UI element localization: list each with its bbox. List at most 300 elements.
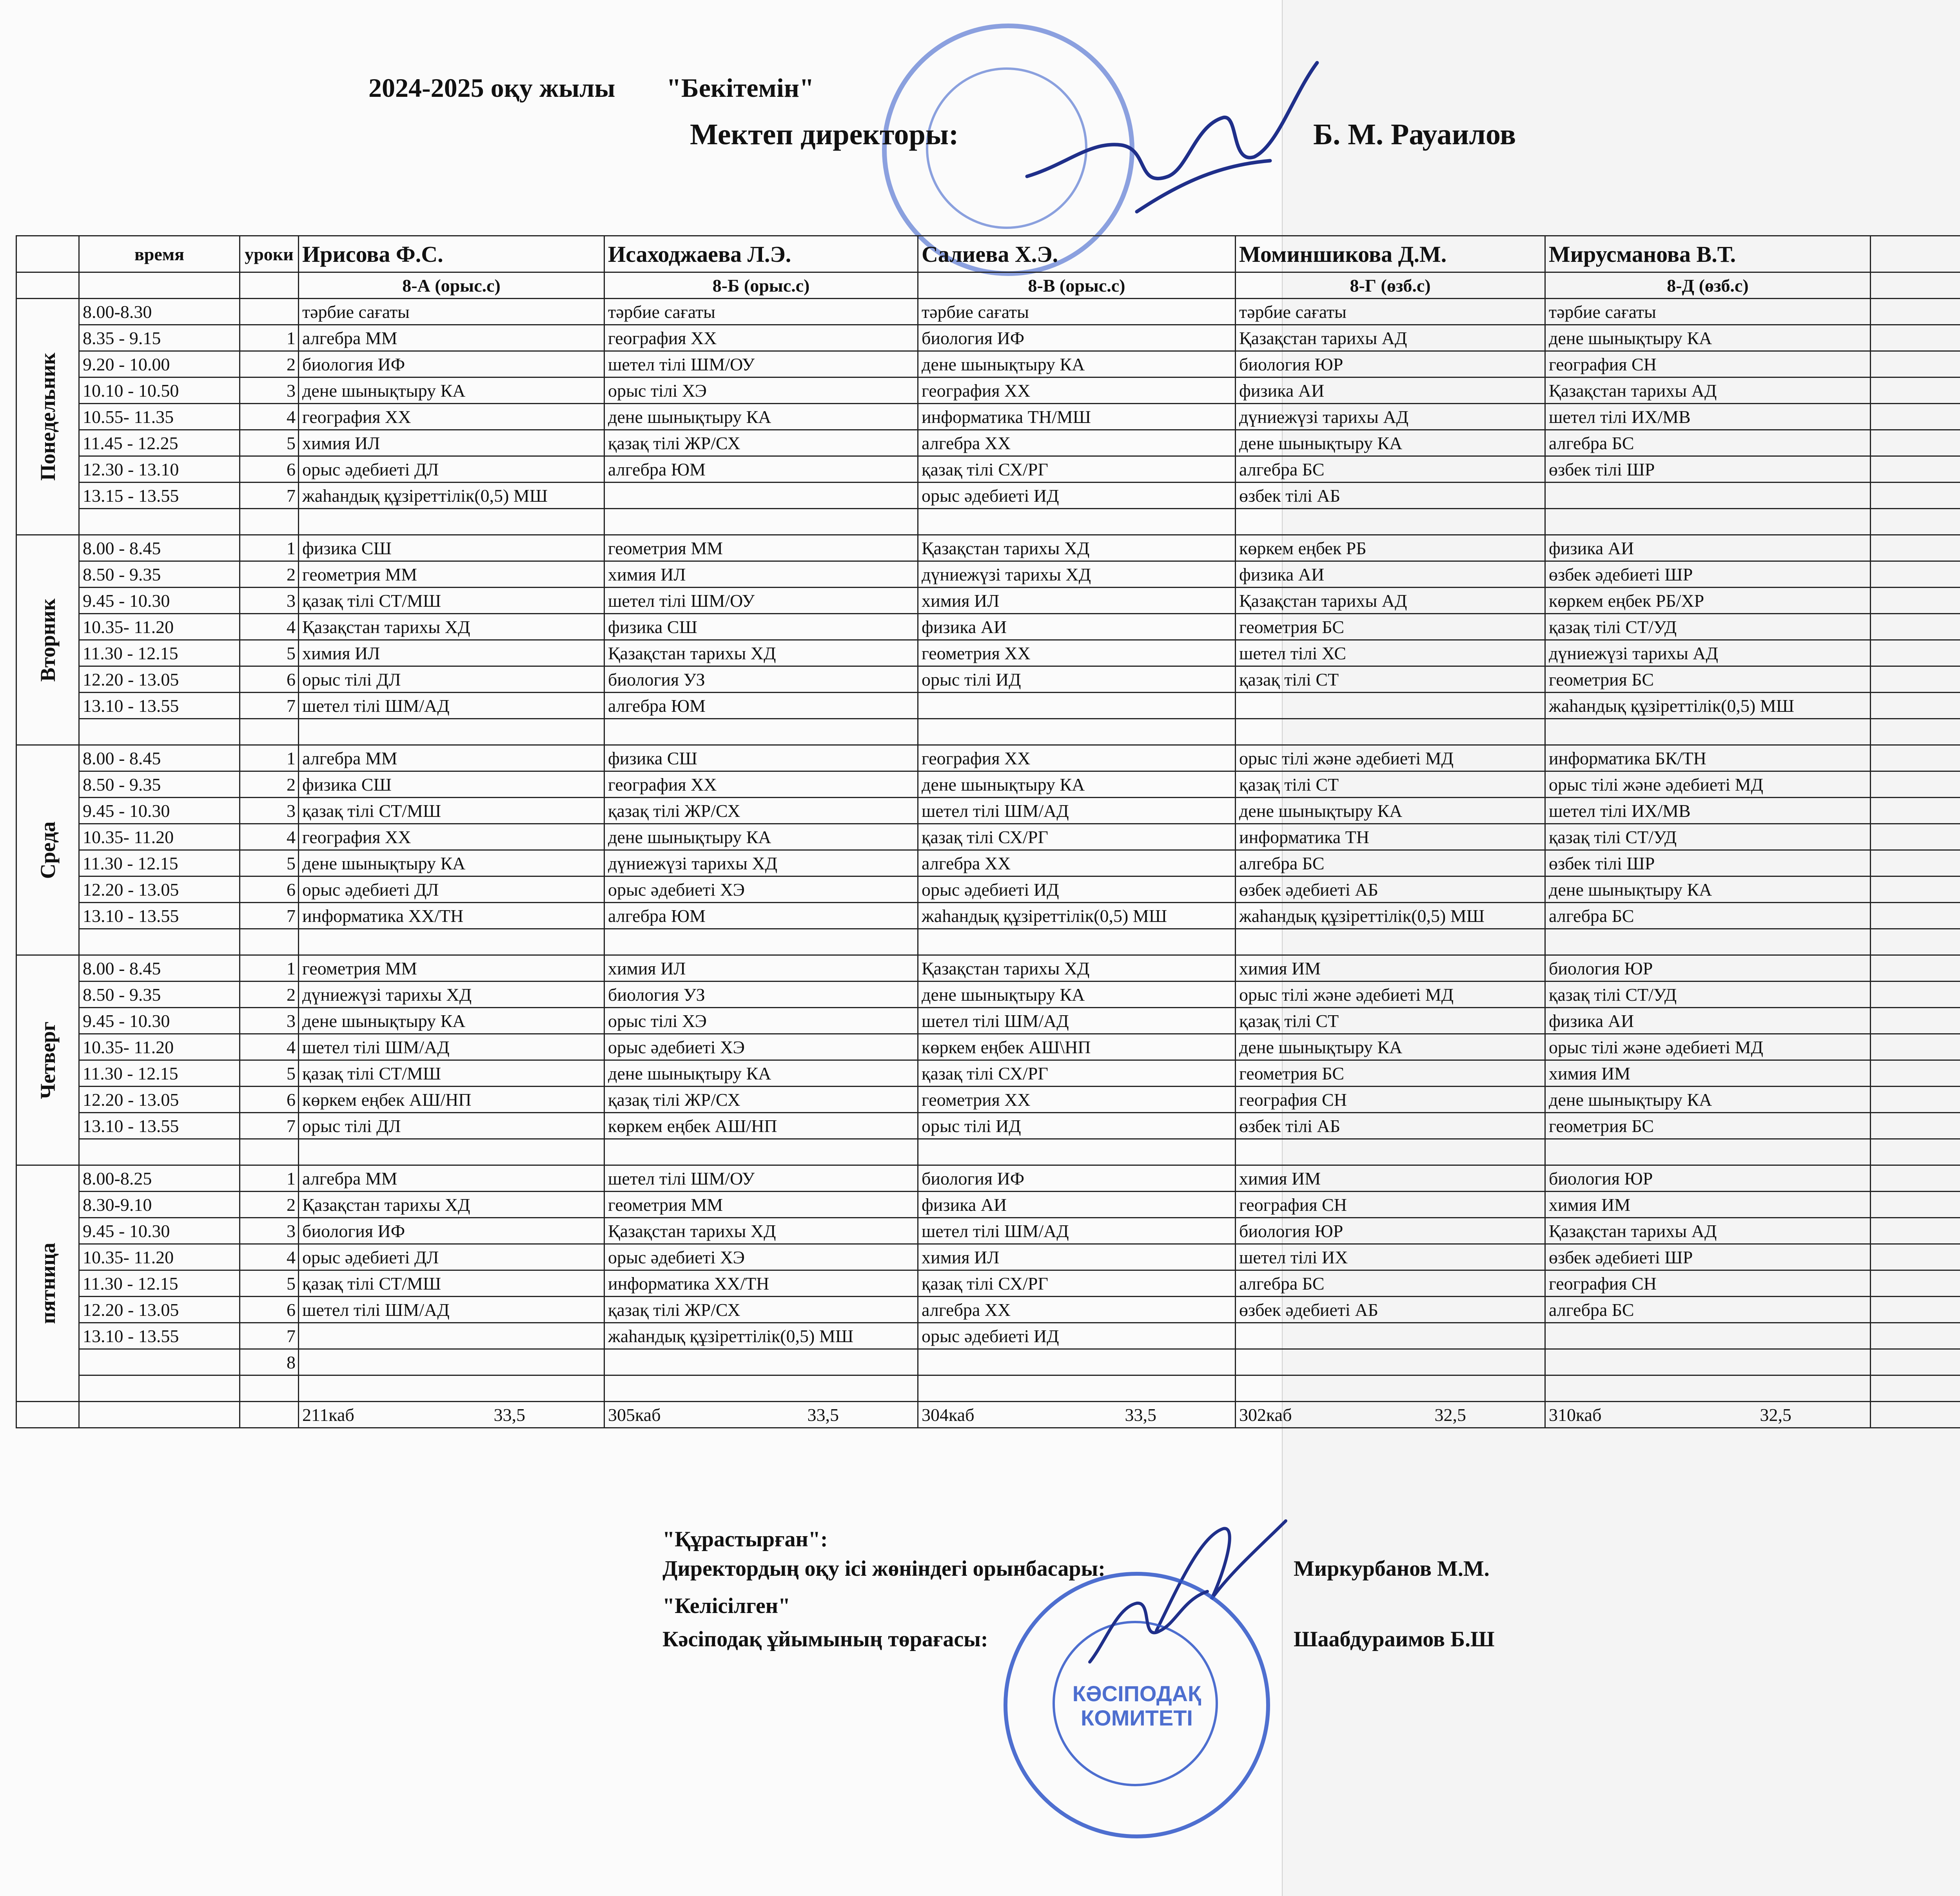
time-cell: 9.20 - 10.00 <box>79 351 240 377</box>
subject-cell: орыс әдебиеті ИД <box>918 876 1236 903</box>
lesson-number: 4 <box>240 824 299 850</box>
subject-cell: химия ИЛ <box>299 640 604 666</box>
subject-cell <box>1545 1349 1871 1375</box>
subject-cell: тәрбие сағаты <box>1236 299 1545 325</box>
subject-cell: химия ИЛ <box>299 430 604 456</box>
subject-cell: алгебра ЮМ <box>604 693 918 719</box>
empty-cell <box>79 1375 240 1402</box>
subject-cell: алгебра ХХ <box>918 1297 1236 1323</box>
subject-cell: шетел тілі ШМ/АД <box>918 1008 1236 1034</box>
total-hours: 32,5 <box>1760 1404 1791 1425</box>
subject-cell <box>1545 483 1871 509</box>
schedule-row <box>16 824 1960 850</box>
subject-cell: биология УЗ <box>604 666 918 693</box>
empty-cell <box>1871 325 1960 351</box>
lesson-number: 3 <box>240 377 299 404</box>
subject-cell: химия ИЛ <box>918 1244 1236 1270</box>
subject-cell: жаһандық құзіреттілік(0,5) МШ <box>1236 903 1545 929</box>
subject-cell: информатика ТН/МШ <box>918 404 1236 430</box>
empty-cell <box>1871 1192 1960 1218</box>
lesson-number: 7 <box>240 693 299 719</box>
subject-cell: алгебра ММ <box>299 325 604 351</box>
teacher-name: Исаходжаева Л.Э. <box>604 236 918 272</box>
subject-cell: физика АИ <box>1236 377 1545 404</box>
time-cell: 13.15 - 13.55 <box>79 483 240 509</box>
empty-cell <box>1871 456 1960 483</box>
subject-cell: өзбек әдебиеті АБ <box>1236 876 1545 903</box>
deputy-director-name: Миркурбанов М.М. <box>1294 1557 1490 1581</box>
approved-label: "Бекітемін" <box>666 73 814 103</box>
subject-cell <box>1236 1323 1545 1349</box>
subject-cell: шетел тілі ШМ/ОУ <box>604 1165 918 1192</box>
day-name: пятница <box>36 1243 60 1324</box>
subject-cell: дүниежүзі тарихы ХД <box>918 561 1236 588</box>
subject-cell: тәрбие сағаты <box>1545 299 1871 325</box>
subject-cell: Қазақстан тарихы АД <box>1236 588 1545 614</box>
subject-cell: өзбек тілі ШР <box>1545 456 1871 483</box>
subject-cell: алгебра БС <box>1545 1297 1871 1323</box>
subject-cell: геометрия ММ <box>299 561 604 588</box>
subject-cell: жаһандық құзіреттілік(0,5) МШ <box>299 483 604 509</box>
subject-cell: жаһандық құзіреттілік(0,5) МШ <box>604 1323 918 1349</box>
lesson-number: 5 <box>240 430 299 456</box>
empty-cell <box>1871 693 1960 719</box>
day-label-cell <box>16 535 79 745</box>
empty-cell <box>79 1139 240 1165</box>
stamp-text-line1: КӘСІПОДАҚ <box>1072 1681 1201 1706</box>
empty-cell <box>1871 1297 1960 1323</box>
schedule-row <box>16 351 1960 377</box>
lesson-number: 2 <box>240 561 299 588</box>
agreed-label: "Келісілген" <box>662 1594 791 1618</box>
schedule-row <box>16 1297 1960 1323</box>
empty-cell <box>1871 430 1960 456</box>
empty-cell <box>1871 771 1960 798</box>
subject-cell: өзбек әдебиеті АБ <box>1236 1297 1545 1323</box>
time-cell: 10.35- 11.20 <box>79 1034 240 1060</box>
day-header-cell <box>16 272 79 299</box>
empty-cell <box>1871 1113 1960 1139</box>
subject-cell: қазақ тілі СХ/РГ <box>918 1270 1236 1297</box>
subject-cell: қазақ тілі ЖР/СХ <box>604 798 918 824</box>
subject-cell: тәрбие сағаты <box>918 299 1236 325</box>
lesson-number: 2 <box>240 771 299 798</box>
empty-cell <box>1871 1349 1960 1375</box>
time-cell: 12.20 - 13.05 <box>79 1297 240 1323</box>
subject-cell: дене шынықтыру КА <box>918 982 1236 1008</box>
schedule-row <box>16 588 1960 614</box>
empty-cell <box>1871 1323 1960 1349</box>
total-hours: 32,5 <box>1434 1404 1466 1425</box>
subject-cell <box>918 1349 1236 1375</box>
lesson-number: 7 <box>240 1113 299 1139</box>
empty-cell <box>1236 929 1545 955</box>
empty-cell <box>1871 1060 1960 1087</box>
day-separator-row <box>16 1139 1960 1165</box>
schedule-row <box>16 614 1960 640</box>
day-name: Четверг <box>36 1021 60 1099</box>
class-name: 8-Б (орыс.с) <box>604 272 918 299</box>
day-label-cell <box>16 745 79 955</box>
empty-cell <box>604 1139 918 1165</box>
subject-cell <box>1236 693 1545 719</box>
lesson-number: 5 <box>240 850 299 876</box>
lesson-number: 1 <box>240 745 299 771</box>
classroom-number: 310каб <box>1549 1404 1602 1425</box>
subject-cell: география СН <box>1236 1087 1545 1113</box>
schedule-row <box>16 377 1960 404</box>
subject-cell: Қазақстан тарихы ХД <box>604 640 918 666</box>
empty-cell <box>240 1375 299 1402</box>
empty-cell <box>1871 798 1960 824</box>
lesson-number: 1 <box>240 535 299 561</box>
subject-cell: география ХХ <box>299 404 604 430</box>
empty-cell <box>1871 272 1960 299</box>
subject-cell: геометрия ХХ <box>918 640 1236 666</box>
empty-cell <box>1871 850 1960 876</box>
time-cell: 10.35- 11.20 <box>79 614 240 640</box>
classroom-number: 302каб <box>1239 1404 1292 1425</box>
empty-cell <box>299 929 604 955</box>
schedule-row <box>16 1192 1960 1218</box>
empty-cell <box>1871 1139 1960 1165</box>
subject-cell: химия ИЛ <box>918 588 1236 614</box>
subject-cell: тәрбие сағаты <box>299 299 604 325</box>
subject-cell: қазақ тілі ЖР/СХ <box>604 1087 918 1113</box>
time-cell: 8.00-8.25 <box>79 1165 240 1192</box>
subject-cell: шетел тілі ШМ/АД <box>918 1218 1236 1244</box>
schedule-row <box>16 1008 1960 1034</box>
subject-cell: көркем еңбек АШ/НП <box>299 1087 604 1113</box>
subject-cell: дене шынықтыру КА <box>918 351 1236 377</box>
subject-cell <box>918 693 1236 719</box>
class-header-row <box>16 272 1960 299</box>
time-cell <box>79 1349 240 1375</box>
classroom-number: 211каб <box>302 1404 354 1425</box>
lesson-number: 8 <box>240 1349 299 1375</box>
time-cell: 11.30 - 12.15 <box>79 1270 240 1297</box>
subject-cell: орыс тілі және әдебиеті МД <box>1236 745 1545 771</box>
empty-cell <box>1545 929 1871 955</box>
empty-cell <box>1871 1218 1960 1244</box>
empty-cell <box>1871 824 1960 850</box>
subject-cell: Қазақстан тарихы АД <box>1545 377 1871 404</box>
subject-cell: көркем еңбек АШ\НП <box>918 1034 1236 1060</box>
subject-cell: география ХХ <box>604 771 918 798</box>
subject-cell: биология ЮР <box>1545 1165 1871 1192</box>
subject-cell: алгебра ЮМ <box>604 903 918 929</box>
empty-cell <box>1545 509 1871 535</box>
subject-cell: қазақ тілі СХ/РГ <box>918 456 1236 483</box>
empty-cell <box>918 929 1236 955</box>
teacher-name: Ирисова Ф.С. <box>299 236 604 272</box>
empty-cell <box>918 509 1236 535</box>
subject-cell: геометрия БС <box>1545 1113 1871 1139</box>
subject-cell: география ХХ <box>918 377 1236 404</box>
schedule-row <box>16 1034 1960 1060</box>
subject-cell: алгебра ХХ <box>918 850 1236 876</box>
teacher-name: Моминшикова Д.М. <box>1236 236 1545 272</box>
lessons-header: уроки <box>240 236 299 272</box>
lesson-number: 7 <box>240 483 299 509</box>
empty-cell <box>79 509 240 535</box>
time-cell: 13.10 - 13.55 <box>79 693 240 719</box>
subject-cell: Қазақстан тарихы ХД <box>918 955 1236 982</box>
empty-cell <box>1871 719 1960 745</box>
schedule-row <box>16 1270 1960 1297</box>
totals-row <box>16 1402 1960 1428</box>
time-cell: 8.35 - 9.15 <box>79 325 240 351</box>
lesson-number: 4 <box>240 614 299 640</box>
time-cell: 8.00 - 8.45 <box>79 955 240 982</box>
schedule-row <box>16 771 1960 798</box>
subject-cell: қазақ тілі СТ/МШ <box>299 588 604 614</box>
time-cell: 8.00-8.30 <box>79 299 240 325</box>
schedule-row <box>16 1244 1960 1270</box>
day-name: Понедельник <box>36 352 60 481</box>
subject-cell: орыс тілі ДЛ <box>299 666 604 693</box>
subject-cell: орыс әдебиеті ДЛ <box>299 876 604 903</box>
subject-cell: көркем еңбек РБ <box>1236 535 1545 561</box>
subject-cell: физика АИ <box>918 1192 1236 1218</box>
lesson-number: 6 <box>240 1297 299 1323</box>
empty-cell <box>299 719 604 745</box>
subject-cell: жаһандық құзіреттілік(0,5) МШ <box>918 903 1236 929</box>
empty-cell <box>240 929 299 955</box>
empty-cell <box>1871 666 1960 693</box>
time-cell: 9.45 - 10.30 <box>79 798 240 824</box>
subject-cell: Қазақстан тарихы АД <box>1545 1218 1871 1244</box>
subject-cell: орыс тілі және әдебиеті МД <box>1545 1034 1871 1060</box>
lesson-number: 1 <box>240 1165 299 1192</box>
empty-cell <box>299 1375 604 1402</box>
subject-cell: орыс тілі ХЭ <box>604 377 918 404</box>
subject-cell: қазақ тілі СТ/УД <box>1545 982 1871 1008</box>
subject-cell: шетел тілі ШМ/АД <box>918 798 1236 824</box>
empty-cell <box>1871 509 1960 535</box>
empty-cell <box>1545 719 1871 745</box>
lesson-number: 2 <box>240 351 299 377</box>
schedule-row <box>16 456 1960 483</box>
lesson-number: 5 <box>240 1060 299 1087</box>
subject-cell <box>604 1349 918 1375</box>
total-hours: 33,5 <box>807 1404 839 1425</box>
lesson-number: 7 <box>240 1323 299 1349</box>
schedule-row <box>16 640 1960 666</box>
schedule-row <box>16 798 1960 824</box>
schedule-row <box>16 404 1960 430</box>
subject-cell: геометрия БС <box>1236 614 1545 640</box>
empty-cell <box>1871 1270 1960 1297</box>
schedule-row <box>16 850 1960 876</box>
subject-cell: география ХХ <box>604 325 918 351</box>
time-cell: 11.45 - 12.25 <box>79 430 240 456</box>
empty-cell <box>1871 588 1960 614</box>
subject-cell: информатика БК/ТН <box>1545 745 1871 771</box>
subject-cell: биология УЗ <box>604 982 918 1008</box>
subject-cell: шетел тілі ИХ/МВ <box>1545 404 1871 430</box>
subject-cell: қазақ тілі СТ/МШ <box>299 1270 604 1297</box>
time-cell: 11.30 - 12.15 <box>79 640 240 666</box>
schedule-row <box>16 483 1960 509</box>
subject-cell: Қазақстан тарихы ХД <box>299 614 604 640</box>
schedule-row <box>16 299 1960 325</box>
empty-cell <box>240 719 299 745</box>
time-cell: 8.50 - 9.35 <box>79 771 240 798</box>
empty-cell <box>299 509 604 535</box>
stamp-text-line2: КОМИТЕТІ <box>1081 1705 1193 1730</box>
subject-cell: биология ИФ <box>918 1165 1236 1192</box>
empty-cell <box>1871 1402 1960 1428</box>
lesson-number: 4 <box>240 1244 299 1270</box>
time-cell: 12.20 - 13.05 <box>79 1087 240 1113</box>
subject-cell: дене шынықтыру КА <box>1236 430 1545 456</box>
lesson-number: 3 <box>240 1008 299 1034</box>
subject-cell: шетел тілі ИХ/МВ <box>1545 798 1871 824</box>
subject-cell: алгебра ММ <box>299 745 604 771</box>
schedule-table <box>16 235 1960 1428</box>
subject-cell: география ХХ <box>299 824 604 850</box>
teacher-name: Салиева Х.Э. <box>918 236 1236 272</box>
subject-cell: дене шынықтыру КА <box>604 824 918 850</box>
subject-cell: қазақ тілі ЖР/СХ <box>604 1297 918 1323</box>
time-cell: 13.10 - 13.55 <box>79 903 240 929</box>
director-label: Мектеп директоры: <box>690 118 959 151</box>
subject-cell: дене шынықтыру КА <box>1236 798 1545 824</box>
subject-cell: көркем еңбек АШ/НП <box>604 1113 918 1139</box>
compiled-label: "Құрастырған": <box>662 1527 828 1551</box>
subject-cell: геометрия ХХ <box>918 1087 1236 1113</box>
schedule-row <box>16 561 1960 588</box>
subject-cell: орыс әдебиеті ХЭ <box>604 1034 918 1060</box>
subject-cell: қазақ тілі СТ/МШ <box>299 1060 604 1087</box>
empty-cell <box>1871 1034 1960 1060</box>
subject-cell: қазақ тілі СХ/РГ <box>918 1060 1236 1087</box>
subject-cell: қазақ тілі СТ <box>1236 771 1545 798</box>
subject-cell: биология ИФ <box>299 351 604 377</box>
subject-cell: өзбек тілі АБ <box>1236 483 1545 509</box>
empty-cell <box>918 1139 1236 1165</box>
classroom-number: 305каб <box>608 1404 661 1425</box>
empty-cell <box>604 929 918 955</box>
schedule-row <box>16 666 1960 693</box>
empty-cell <box>240 1139 299 1165</box>
empty-cell <box>604 1375 918 1402</box>
subject-cell: алгебра ММ <box>299 1165 604 1192</box>
day-name: Вторник <box>36 598 60 682</box>
total-cell <box>604 1402 918 1428</box>
subject-cell <box>1236 1349 1545 1375</box>
subject-cell: география СН <box>1236 1192 1545 1218</box>
subject-cell: физика СШ <box>604 745 918 771</box>
schedule-row <box>16 535 1960 561</box>
subject-cell: информатика ХХ/ТН <box>299 903 604 929</box>
empty-cell <box>604 719 918 745</box>
subject-cell: шетел тілі ШМ/АД <box>299 1034 604 1060</box>
schedule-row <box>16 903 1960 929</box>
subject-cell: қазақ тілі СТ/УД <box>1545 614 1871 640</box>
subject-cell: биология ЮР <box>1236 351 1545 377</box>
subject-cell: биология ИФ <box>918 325 1236 351</box>
day-name: Среда <box>36 821 60 879</box>
subject-cell: геометрия ММ <box>604 1192 918 1218</box>
subject-cell: дүниежүзі тарихы АД <box>1545 640 1871 666</box>
subject-cell: физика СШ <box>299 771 604 798</box>
empty-cell <box>918 719 1236 745</box>
subject-cell: Қазақстан тарихы ХД <box>604 1218 918 1244</box>
subject-cell: биология ЮР <box>1236 1218 1545 1244</box>
empty-cell <box>240 509 299 535</box>
schedule-row <box>16 1087 1960 1113</box>
empty-cell <box>299 1139 604 1165</box>
subject-cell: дене шынықтыру КА <box>918 771 1236 798</box>
subject-cell: геометрия ММ <box>604 535 918 561</box>
empty-cell <box>1871 351 1960 377</box>
subject-cell: орыс әдебиеті ХЭ <box>604 876 918 903</box>
classroom-number: 304каб <box>922 1404 975 1425</box>
class-name: 8-Г (өзб.с) <box>1236 272 1545 299</box>
subject-cell: дене шынықтыру КА <box>1236 1034 1545 1060</box>
day-separator-row <box>16 929 1960 955</box>
subject-cell: география СН <box>1545 351 1871 377</box>
empty-cell <box>1236 509 1545 535</box>
time-cell: 8.50 - 9.35 <box>79 982 240 1008</box>
empty-cell <box>1871 561 1960 588</box>
lesson-number: 1 <box>240 325 299 351</box>
total-cell <box>1236 1402 1545 1428</box>
subject-cell: шетел тілі ШМ/АД <box>299 1297 604 1323</box>
empty-cell <box>1871 955 1960 982</box>
subject-cell: химия ИМ <box>1236 1165 1545 1192</box>
time-cell: 11.30 - 12.15 <box>79 1060 240 1087</box>
time-cell: 10.35- 11.20 <box>79 824 240 850</box>
empty-cell <box>918 1375 1236 1402</box>
empty-cell <box>240 272 299 299</box>
day-header-cell <box>16 236 79 272</box>
teacher-header-row <box>16 236 1960 272</box>
subject-cell: орыс әдебиеті ХЭ <box>604 1244 918 1270</box>
schedule-row <box>16 1113 1960 1139</box>
lesson-number: 7 <box>240 903 299 929</box>
schedule-row <box>16 876 1960 903</box>
union-chair-name: Шаабдураимов Б.Ш <box>1294 1627 1495 1651</box>
empty-cell <box>1871 903 1960 929</box>
subject-cell: дене шынықтыру КА <box>1545 1087 1871 1113</box>
subject-cell: география ХХ <box>918 745 1236 771</box>
union-chair-label: Кәсіподақ ұйымының төрағасы: <box>662 1627 988 1651</box>
subject-cell: физика АИ <box>1545 535 1871 561</box>
subject-cell: алгебра БС <box>1545 430 1871 456</box>
subject-cell: өзбек тілі АБ <box>1236 1113 1545 1139</box>
day-label-cell <box>16 299 79 535</box>
subject-cell: дене шынықтыру КА <box>604 1060 918 1087</box>
subject-cell: орыс әдебиеті ДЛ <box>299 1244 604 1270</box>
empty-cell <box>16 1402 79 1428</box>
subject-cell: физика СШ <box>299 535 604 561</box>
subject-cell: орыс әдебиеті ИД <box>918 1323 1236 1349</box>
empty-cell <box>1871 236 1960 272</box>
day-separator-row <box>16 1375 1960 1402</box>
subject-cell: орыс тілі және әдебиеті МД <box>1545 771 1871 798</box>
subject-cell: алгебра ЮМ <box>604 456 918 483</box>
class-name: 8-Д (өзб.с) <box>1545 272 1871 299</box>
lesson-number: 6 <box>240 666 299 693</box>
subject-cell: орыс әдебиеті ИД <box>918 483 1236 509</box>
empty-cell <box>79 272 240 299</box>
lesson-number: 6 <box>240 1087 299 1113</box>
subject-cell <box>1545 1323 1871 1349</box>
subject-cell: орыс тілі ИД <box>918 1113 1236 1139</box>
